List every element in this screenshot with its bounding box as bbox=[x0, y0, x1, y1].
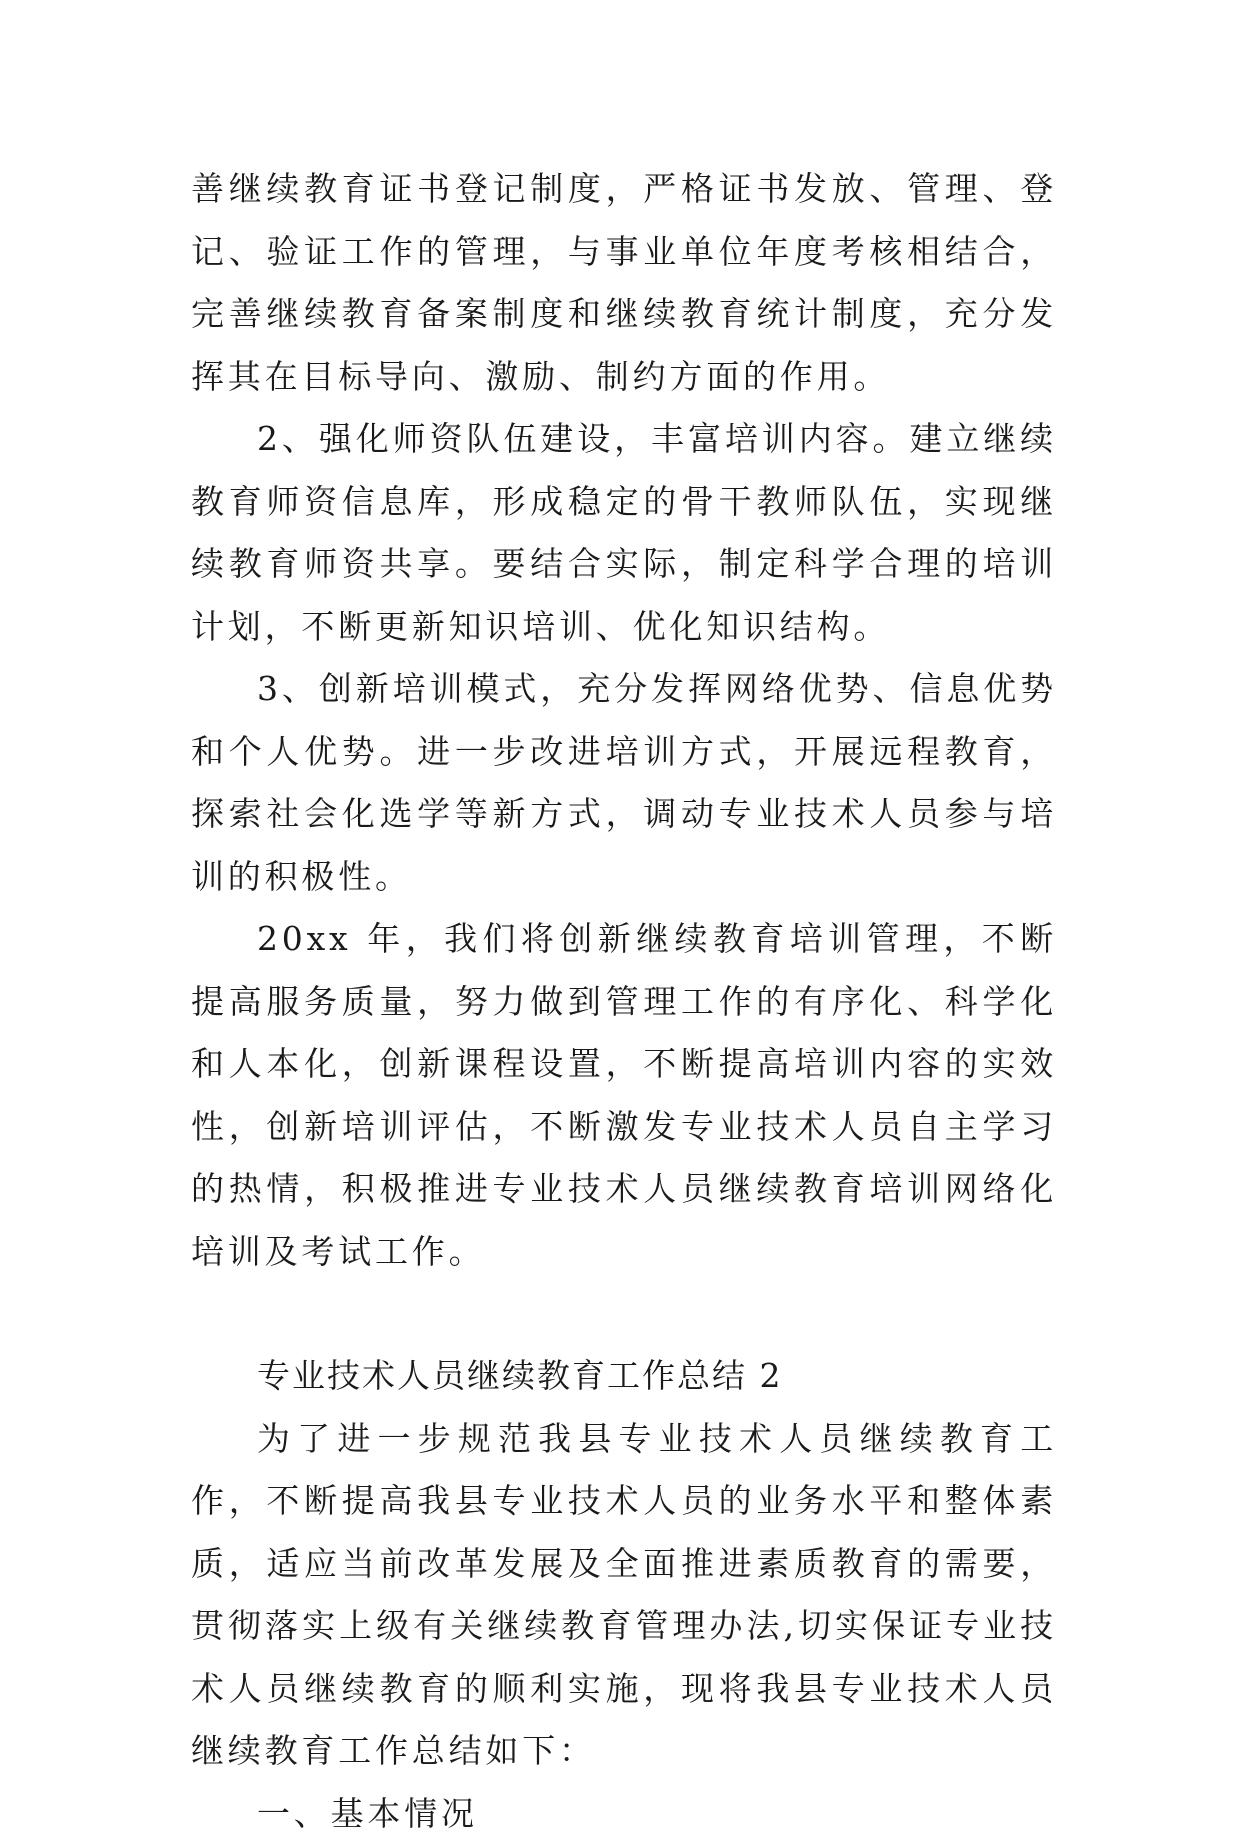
paragraph-plan: 20xx 年，我们将创新继续教育培训管理，不断提高服务质量，努力做到管理工作的有序化、科学化和人本化，创新课程设置，不断提高培训内容的实效性，创新培训评估，不断激发专业技术人员自主学习的热情，积极推进专业技术人员继续教育培训网络化培训及考试工作。 bbox=[191, 908, 1057, 1283]
section-title: 专业技术人员继续教育工作总结 2 bbox=[191, 1345, 1057, 1408]
section-intro: 为了进一步规范我县专业技术人员继续教育工作，不断提高我县专业技术人员的业务水平和整体素质，适应当前改革发展及全面推进素质教育的需要，贯彻落实上级有关继续教育管理办法,切实保证专业技术人员继续教育的顺利实施，现将我县专业技术人员继续教育工作总结如下： bbox=[191, 1408, 1057, 1783]
document-body bbox=[191, 158, 1057, 1845]
paragraph-item-3: 3、创新培训模式，充分发挥网络优势、信息优势和个人优势。进一步改进培训方式，开展远程教育，探索社会化选学等新方式，调动专业技术人员参与培训的积极性。 bbox=[191, 658, 1057, 908]
section-gap bbox=[191, 1283, 1057, 1345]
paragraph-item-2: 2、强化师资队伍建设，丰富培训内容。建立继续教育师资信息库，形成稳定的骨干教师队伍，实现继续教育师资共享。要结合实际，制定科学合理的培训计划，不断更新知识培训、优化知识结构。 bbox=[191, 408, 1057, 658]
paragraph-continued: 善继续教育证书登记制度，严格证书发放、管理、登记、验证工作的管理，与事业单位年度考核相结合，完善继续教育备案制度和继续教育统计制度，充分发挥其在目标导向、激励、制约方面的作用。 bbox=[191, 158, 1057, 408]
section-subheading: 一、基本情况 bbox=[191, 1783, 1057, 1845]
